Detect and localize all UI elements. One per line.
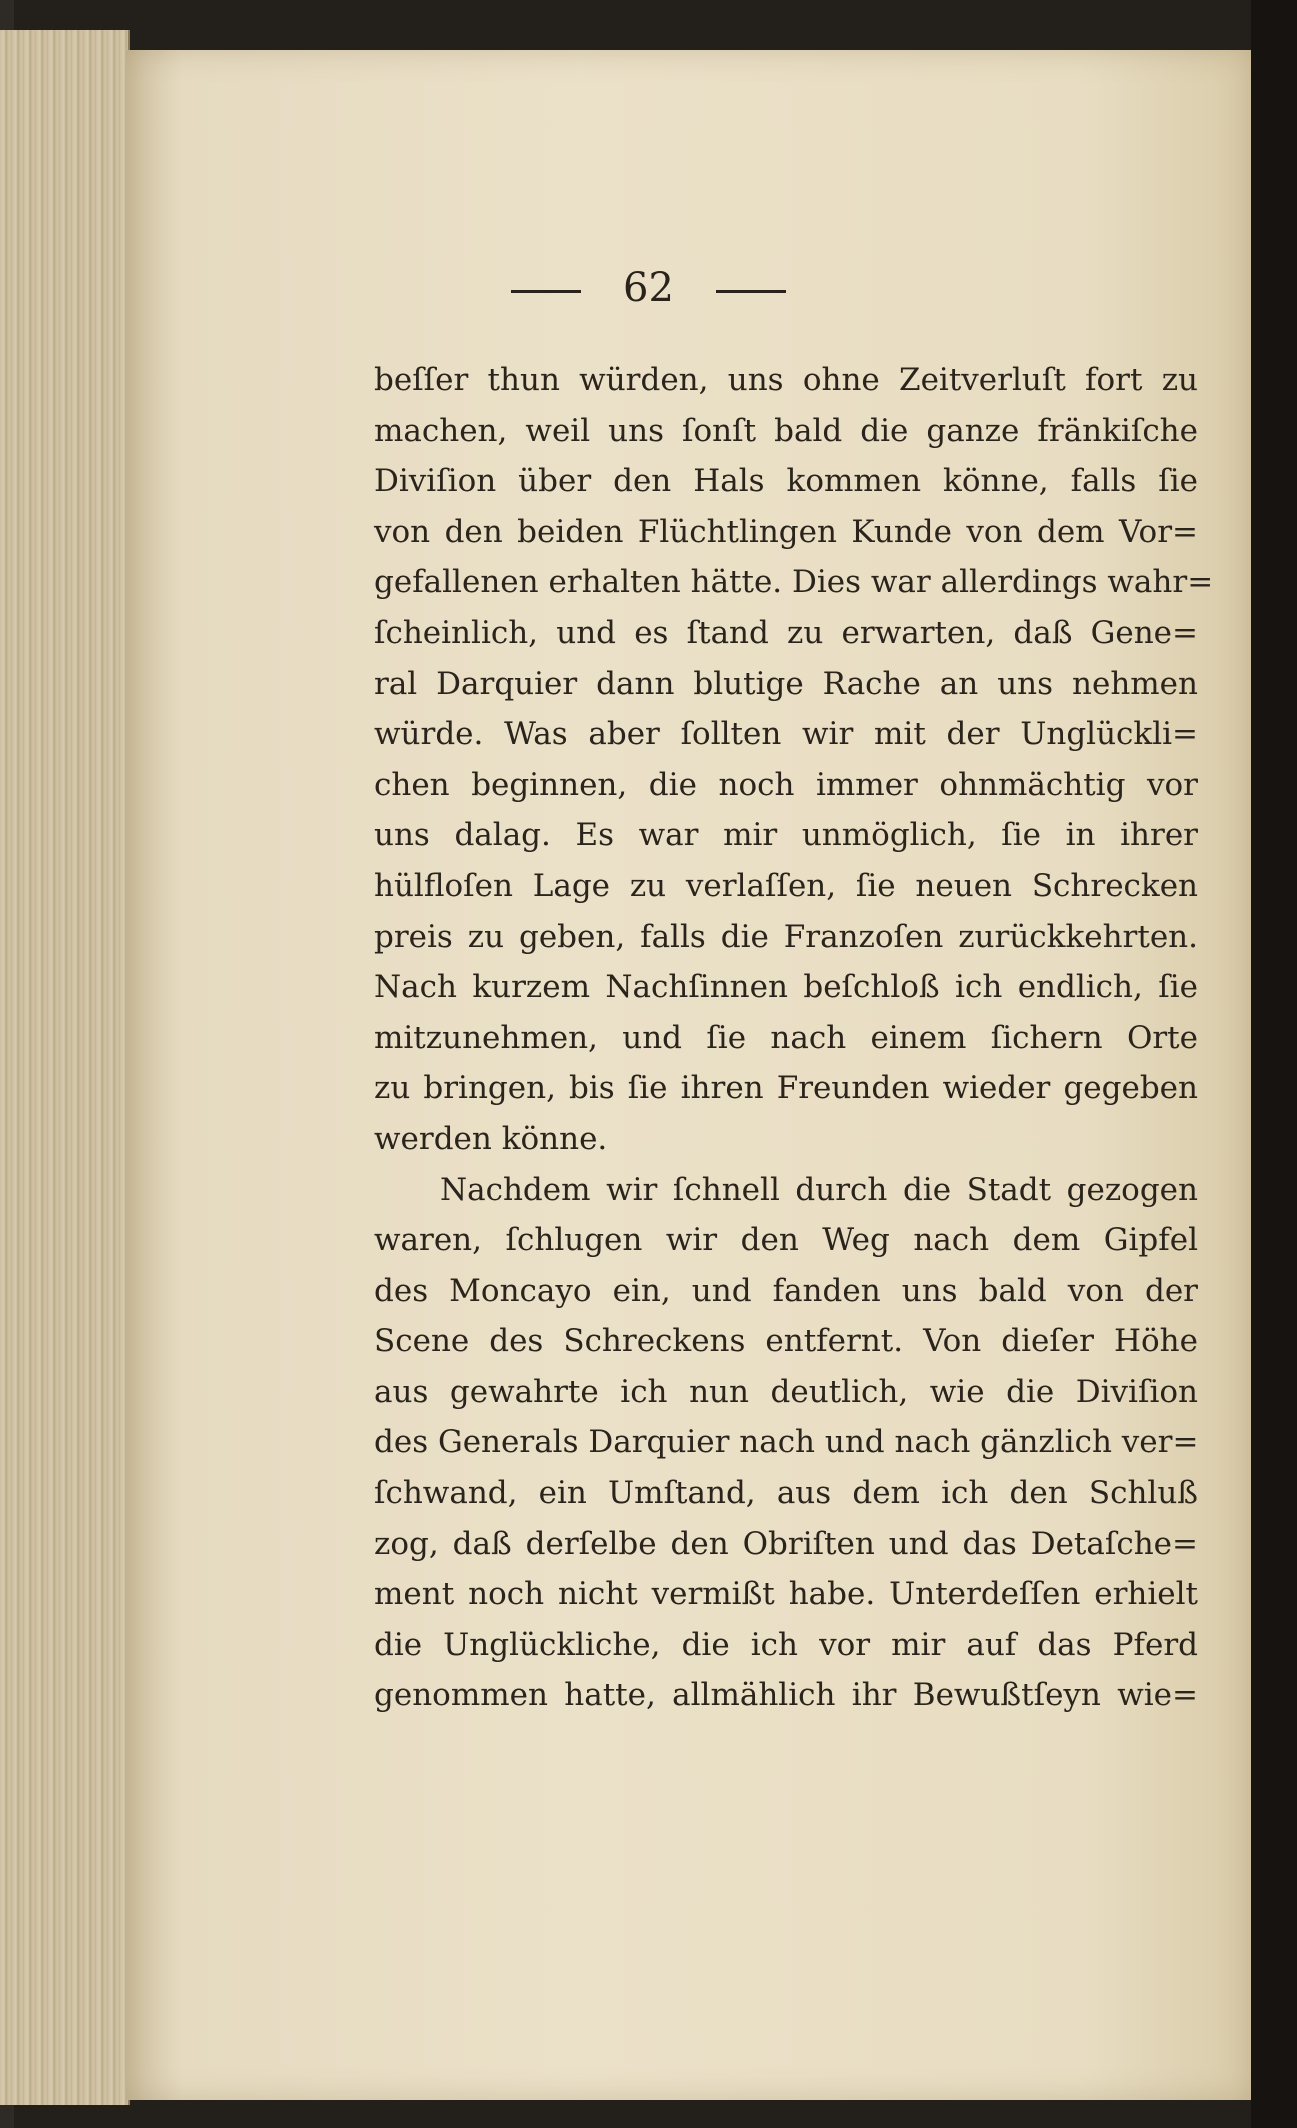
body-text xyxy=(374,355,1214,1721)
text-line: beſſer thun würden, uns ohne Zeitverluſt fort zu xyxy=(374,362,1198,398)
text-line: zu bringen, bis ſie ihren Freunden wieder gegeben xyxy=(374,1070,1198,1107)
text-line: Nach kurzem Nachſinnen beſchloß ich endlich, ſie xyxy=(374,969,1198,1006)
text-line: preis zu geben, falls die Franzoſen zurückkehrten. xyxy=(374,918,1198,955)
text-line: werden könne. xyxy=(374,1120,608,1157)
text-line: mitzunehmen, und ſie nach einem ſichern Orte xyxy=(374,1019,1198,1056)
text-line: genommen hatte, allmählich ihr Bewußtſeyn wie= xyxy=(374,1677,1198,1714)
text-line: hülfloſen Lage zu verlaſſen, ſie neuen Schrecken xyxy=(374,867,1198,904)
text-line: des Moncayo ein, und fanden uns bald von der xyxy=(374,1272,1198,1309)
text-line: uns dalag. Es war mir unmöglich, ſie in ihrer xyxy=(374,817,1198,854)
text-line: von den beiden Flüchtlingen Kunde von dem Vor= xyxy=(374,513,1198,550)
page-block-edges xyxy=(0,30,130,2105)
text-line: Scene des Schreckens entfernt. Von dieſer Höhe xyxy=(374,1323,1198,1360)
text-line: zog, daß derſelbe den Obriſten und das Detaſche= xyxy=(374,1525,1198,1562)
page-number: 62 xyxy=(623,265,674,311)
scan-background-strip xyxy=(1251,0,1297,2128)
text-line: Nachdem wir ſchnell durch die Stadt gezogen xyxy=(440,1171,1198,1208)
text-line: würde. Was aber ſollten wir mit der Unglückli= xyxy=(374,716,1198,753)
text-line: waren, ſchlugen wir den Weg nach dem Gipfel xyxy=(374,1222,1198,1259)
text-line: Diviſion über den Hals kommen könne, falls ſie xyxy=(374,463,1198,500)
text-line: ment noch nicht vermißt habe. Unterdeſſen erhielt xyxy=(374,1576,1198,1613)
text-line: ral Darquier dann blutige Rache an uns nehmen xyxy=(374,665,1198,702)
text-line: ſchwand, ein Umſtand, aus dem ich den Schluß xyxy=(374,1475,1198,1512)
text-line: die Unglückliche, die ich vor mir auf das Pferd xyxy=(374,1626,1198,1663)
text-line: des Generals Darquier nach und nach gänzlich ver= xyxy=(374,1424,1199,1461)
text-line: aus gewahrte ich nun deutlich, wie die Diviſion xyxy=(374,1373,1198,1410)
page-header xyxy=(0,265,1297,311)
header-dash-right xyxy=(716,290,786,293)
text-line: gefallenen erhalten hätte. Dies war allerdings wahr= xyxy=(374,564,1214,601)
text-line: machen, weil uns ſonſt bald die ganze fränkiſche xyxy=(374,412,1198,449)
text-line: chen beginnen, die noch immer ohnmächtig vor xyxy=(374,766,1198,803)
header-dash-left xyxy=(511,290,581,293)
text-line: ſcheinlich, und es ſtand zu erwarten, daß Gene= xyxy=(374,614,1198,651)
